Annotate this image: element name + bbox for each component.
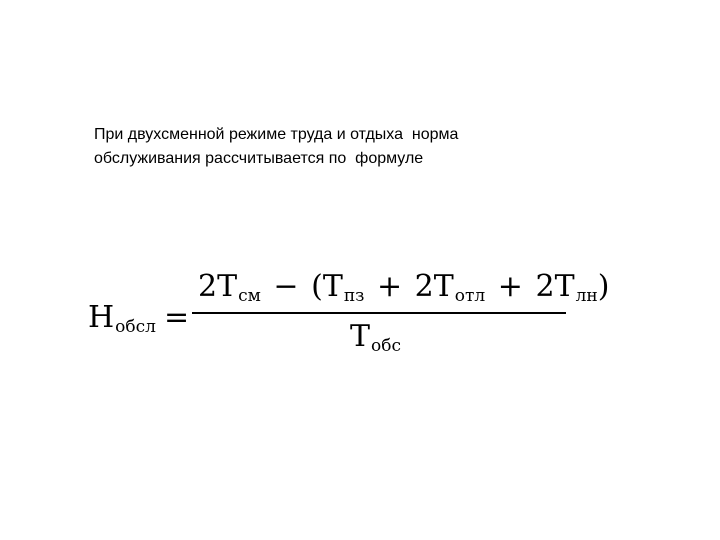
fraction-bar xyxy=(192,312,566,314)
numerator-term-1-subscript: см xyxy=(238,286,261,306)
lhs-subscript: обсл xyxy=(115,317,156,337)
close-parenthesis: ) xyxy=(597,269,610,304)
numerator-coefficient-1: 2 xyxy=(198,269,218,304)
equals-sign: = xyxy=(164,300,190,335)
numerator-coefficient-4: 2 xyxy=(535,269,555,304)
formula-numerator xyxy=(198,270,609,313)
minus-sign: − xyxy=(273,269,299,304)
formula-lhs xyxy=(88,301,156,344)
formula-denominator xyxy=(350,320,401,363)
plus-sign-1: + xyxy=(376,269,403,304)
numerator-term-2-symbol: Т xyxy=(322,269,343,304)
numerator-term-4-subscript: лн xyxy=(575,286,598,306)
slide-description-text xyxy=(94,123,564,171)
numerator-term-1-symbol: Т xyxy=(217,269,238,304)
denominator-subscript: обс xyxy=(371,336,402,356)
denominator-symbol: Т xyxy=(350,319,371,354)
numerator-term-3-subscript: отл xyxy=(454,286,486,306)
numerator-coefficient-3: 2 xyxy=(414,269,434,304)
open-parenthesis: ( xyxy=(311,269,323,304)
plus-sign-2: + xyxy=(497,269,523,304)
description-line-2: обслуживания рассчитывается по формуле xyxy=(94,150,424,167)
numerator-term-2-subscript: пз xyxy=(343,286,365,306)
description-line-1: При двухсменной режиме труда и отдыха норма xyxy=(94,126,459,143)
service-norm-formula xyxy=(88,268,610,368)
lhs-symbol: Н xyxy=(88,300,115,335)
numerator-term-3-symbol: Т xyxy=(433,269,454,304)
numerator-term-4-symbol: Т xyxy=(554,269,575,304)
